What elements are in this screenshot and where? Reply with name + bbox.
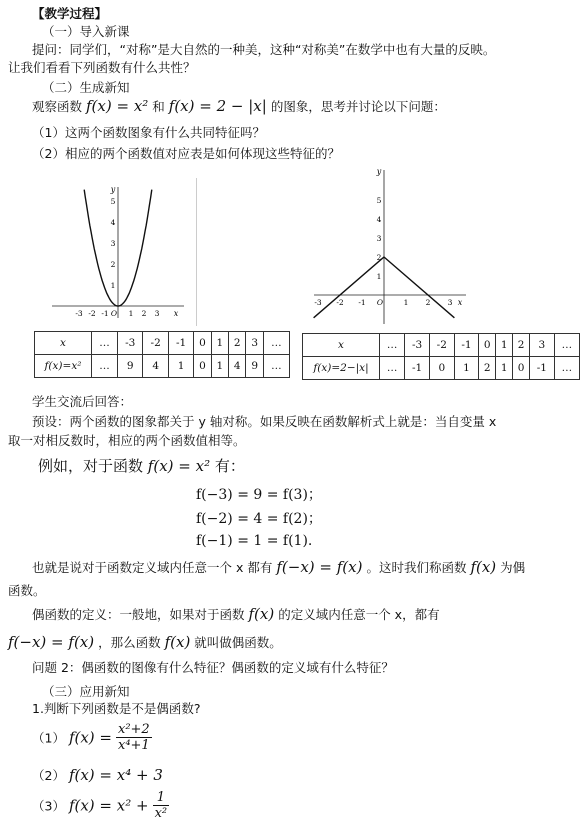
- lesson-heading: 【教学过程】: [32, 6, 108, 21]
- table-cell: …: [92, 355, 118, 378]
- definition-prefix: 偶函数的定义：一般地，如果对于函数: [32, 607, 245, 622]
- table-cell: 1: [168, 355, 193, 378]
- y-tick-label: 3: [376, 234, 382, 243]
- table-cell: …: [263, 332, 289, 355]
- question-2: 问题 2：偶函数的图像有什么特征？偶函数的定义域有什么特征？: [32, 660, 394, 675]
- example-suffix: 有：: [214, 457, 245, 475]
- table-cell: 1: [454, 357, 479, 380]
- problem-3-lhs: f(x) = x² +: [68, 796, 149, 815]
- table-cell: -1: [530, 357, 555, 380]
- table-cell: -1: [168, 332, 193, 355]
- table-cell: 1: [496, 334, 513, 357]
- x-axis-label: x: [457, 298, 463, 307]
- definition-line-2: [8, 633, 282, 651]
- fraction-numerator: 1: [153, 790, 170, 806]
- x-tick-label: 1: [128, 309, 134, 318]
- problem-1-label: （1）: [32, 730, 65, 746]
- discussion-question-2: （2）相应的两个函数值对应表是如何体现这些特征的？: [32, 146, 340, 161]
- table-row: [35, 355, 290, 378]
- graph-abs-function: [310, 166, 470, 326]
- table-cell: 1: [211, 332, 228, 355]
- x-tick-label: O: [376, 298, 384, 307]
- example-function: f(x) = x²: [147, 457, 211, 475]
- y-tick-label: 4: [110, 218, 116, 227]
- definition-line-suffix: 就叫做偶函数。: [194, 635, 282, 650]
- y-axis-label: y: [376, 167, 382, 176]
- y-tick-label: 2: [110, 260, 116, 269]
- table-cell: -3: [118, 332, 143, 355]
- definition-line-1: [32, 605, 440, 623]
- conclusion-mid: 。这时我们称函数: [366, 560, 467, 575]
- prediction-line-2: 取一对相反数时，相应的两个函数值相等。: [8, 433, 246, 448]
- value-table-abs: [302, 333, 580, 380]
- x-tick-label: -2: [88, 309, 96, 318]
- table-cell: 3: [246, 332, 263, 355]
- x-axis-label: x: [173, 309, 179, 318]
- table-cell: 1: [496, 357, 513, 380]
- table-cell: -1: [405, 357, 430, 380]
- problem-1: [32, 722, 152, 753]
- equation-1: f(−3) = 9 = f(3)；: [196, 487, 322, 503]
- table-cell: 0: [513, 357, 530, 380]
- table-cell: …: [380, 357, 405, 380]
- question-line-2: 让我们看看下列函数有什么共性？: [8, 60, 196, 75]
- section-title-new-knowledge: （二）生成新知: [42, 80, 130, 95]
- example-prefix: 例如，对于函数: [38, 457, 144, 475]
- table-cell: 9: [118, 355, 143, 378]
- observe-line: [32, 97, 446, 115]
- conclusion-line-2: 函数。: [8, 583, 46, 598]
- observe-and: 和: [152, 99, 165, 114]
- table-cell: f(x)=x²: [35, 355, 92, 378]
- x-tick-label: -1: [101, 309, 109, 318]
- conclusion-line-1: [32, 558, 525, 576]
- y-tick-label: 1: [376, 272, 382, 281]
- table-cell: 4: [229, 355, 246, 378]
- definition-equation: f(−x) = f(x): [8, 633, 95, 651]
- fraction-denominator: x²: [154, 806, 168, 821]
- table-cell: 2: [229, 332, 246, 355]
- problem-2-equation: f(x) = x⁴ + 3: [68, 766, 163, 784]
- divider: [196, 178, 197, 326]
- table-cell: -2: [143, 332, 168, 355]
- observe-prefix: 观察函数: [32, 99, 83, 114]
- example-line: [38, 455, 245, 476]
- section-title-apply: （三）应用新知: [42, 684, 130, 699]
- x-tick-label: -3: [75, 309, 83, 318]
- observe-suffix: 的图象，思考并讨论以下问题：: [270, 99, 446, 114]
- definition-function: f(x): [248, 605, 275, 623]
- section-title-intro: （一）导入新课: [42, 24, 130, 39]
- table-cell: x: [303, 334, 380, 357]
- problem-3-label: （3）: [32, 798, 65, 814]
- table-cell: 2: [479, 357, 496, 380]
- y-tick-label: 1: [110, 281, 116, 290]
- table-cell: …: [263, 355, 289, 378]
- x-tick-label: O: [110, 309, 118, 318]
- equation-3: f(−1) = 1 = f(1).: [196, 533, 313, 549]
- fraction-denominator: x⁴+1: [117, 738, 150, 753]
- answer-intro: 学生交流后回答：: [32, 394, 133, 409]
- table-cell: -1: [454, 334, 479, 357]
- value-table-square: [34, 331, 290, 378]
- conclusion-suffix: 为偶: [500, 560, 526, 575]
- table-cell: 0: [194, 332, 211, 355]
- definition-function-2: f(x): [164, 633, 191, 651]
- question-line-1: 提问：同学们，“对称”是大自然的一种美，这种“对称美”在数学中也有大量的反映。: [32, 42, 496, 57]
- table-row: [35, 332, 290, 355]
- x-tick-label: 2: [141, 309, 147, 318]
- table-cell: f(x)=2−|x|: [303, 357, 380, 380]
- problem-3-fraction: [153, 790, 170, 821]
- table-cell: 4: [143, 355, 168, 378]
- table-row: [303, 334, 580, 357]
- function-square: f(x) = x²: [86, 97, 149, 115]
- table-cell: 1: [211, 355, 228, 378]
- table-cell: 2: [513, 334, 530, 357]
- conclusion-prefix: 也就是说对于函数定义域内任意一个 x 都有: [32, 560, 273, 575]
- x-tick-label: 2: [425, 298, 431, 307]
- problem-3: [32, 790, 169, 821]
- problem-2: [32, 766, 163, 784]
- table-cell: -3: [405, 334, 430, 357]
- table-cell: 9: [246, 355, 263, 378]
- table-row: [303, 357, 580, 380]
- table-cell: 0: [479, 334, 496, 357]
- equation-2: f(−2) = 4 = f(2)；: [196, 511, 322, 527]
- table-cell: 0: [429, 357, 454, 380]
- x-tick-label: 3: [447, 298, 453, 307]
- x-tick-label: -3: [314, 298, 322, 307]
- table-cell: 3: [530, 334, 555, 357]
- conclusion-equation: f(−x) = f(x): [276, 558, 363, 576]
- prediction-line-1: 预设：两个函数的图象都关于 y 轴对称。如果反映在函数解析式上就是：当自变量 x: [32, 414, 497, 429]
- task-1: 1.判断下列函数是不是偶函数?: [32, 701, 201, 716]
- table-cell: x: [35, 332, 92, 355]
- table-cell: …: [380, 334, 405, 357]
- graph-parabola: [48, 182, 188, 322]
- y-tick-label: 5: [110, 197, 116, 206]
- conclusion-function: f(x): [470, 558, 497, 576]
- table-cell: …: [92, 332, 118, 355]
- x-tick-label: -1: [358, 298, 366, 307]
- x-tick-label: 1: [403, 298, 409, 307]
- definition-suffix: 的定义域内任意一个 x，都有: [278, 607, 440, 622]
- x-tick-label: 3: [154, 309, 160, 318]
- y-tick-label: 4: [376, 215, 382, 224]
- discussion-question-1: （1）这两个函数图象有什么共同特征吗？: [32, 125, 265, 140]
- fraction-numerator: x²+2: [117, 722, 150, 737]
- table-cell: …: [554, 334, 579, 357]
- table-cell: …: [554, 357, 579, 380]
- function-abs: f(x) = 2 − |x|: [168, 97, 267, 115]
- problem-2-label: （2）: [32, 768, 65, 783]
- y-axis-label: y: [110, 185, 116, 194]
- problem-1-lhs: f(x) =: [68, 728, 112, 747]
- y-tick-label: 5: [376, 196, 382, 205]
- definition-mid: ，那么函数: [98, 635, 161, 650]
- y-tick-label: 2: [376, 253, 382, 262]
- table-cell: 0: [194, 355, 211, 378]
- y-tick-label: 3: [110, 239, 116, 248]
- table-cell: -2: [429, 334, 454, 357]
- x-tick-label: -2: [336, 298, 344, 307]
- problem-1-fraction: [116, 722, 152, 753]
